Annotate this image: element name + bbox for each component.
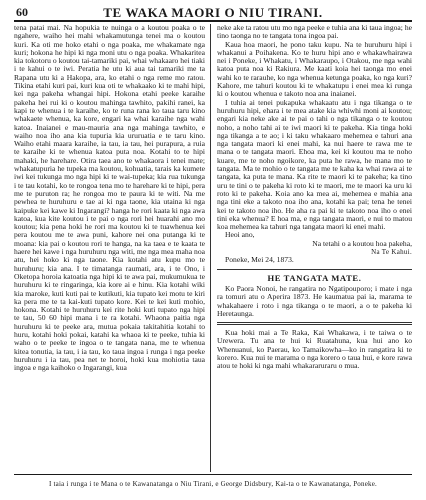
section-title: HE TANGATA MATE. (267, 272, 362, 283)
letter-signoff: Na tetahi o a koutou hoa pakeha, (312, 238, 412, 248)
death-notice: Ko Paora Nonoi, he rangatira no Ngatipouporo; i mate i nga ra tomuri atu o Aperira 1873. He kaumatua pai ia, marama te whakahaere i roto i nga tikanga o te maori, a o te pakeha ki Heretaunga. (217, 283, 412, 318)
masthead-title: TE WAKA MAORI O NIU TIRANI. (103, 5, 323, 20)
right-column (217, 24, 412, 472)
news-paragraph: Kua hoki mai a Te Raka, Kai Whakawa, i te taiwa o te Urewera. Tu ana te hui ki Ruatahuna, kua hui ano ko Whenuanui, ko Paerau, ko Tamaikowha—ko in rangatira ki te korero. Kua nui te marama o nga korero o taua hui, e kore rawa atou te hoki ki nga mahi whakararuraru o mua. (217, 328, 412, 371)
column-divider (210, 24, 211, 472)
body-paragraph: tena patai mai. Na hopukia te nuinga o a koutou poaka o te ngahere, waiho hei mahi whakamutunga tenei ma o koutou kuri. Ka oti me hoko etahi o nga poaka, me whakamate nga kuri; hokona he hipi ki nga moni utu o nga poaka. Whakaritea kia tokotoru o koutou tai-tamariki pai, whai whakaaro hei tiaki i te kahui o te iwi. Peratia he utu ki aua tai tamariki me ta Rapana utu ki a Hakopa, ara, ko etahi o nga reme mo ratou. Tikina etahi kuri pai, kuri kua oti te whakaako ki te mahi hipi, kei nga pakeha whangai hipi. Hokona etahi peeke karaihe pakeha hei rui ki o koutou mahinga tawhito, pakihi ranei, ka kapi te whenua i te karaihe, ko te runa rana ko taua taru kino whakaete whenua, ka kore, engari ka whai karaihe nga wahi katoa. Inaianei e mau-mauria ana nga mahinga tawhito, e waiho noa iho ana kia tupuria kia ururuatia e te taru kino. Waiho etahi maara karaihe, ia tau, ia tau, hei purapura, a ruia te karaihe ki te whenua katoa puta noa. Kotahi to te hipi mahaki, he harehare. Otira taea ano te whakaora i tenei mate; whakatupuria he tupeka ma koutou, kohuatia, tarais ka kumete iwi kei tukunga mo nga hipi ki te wai-tupeka; kia rua tukunga i te tau kotahi, ko te rongoa tena mo te harehare ki te hipi, pera me te puruton ra; he rongoa mo te paura ki te witi. Na me pewhea te huruhuru e tae ai ki nga taone, kia utaina ki nga kaipuke kei kawe ki Ingarangi? hanga he rori kaata ki nga awa katoa, kua kite koutou i te pai o nga rori hei huarahi ano mo koutou; kia pena hoki he rori ma koutou ki te tuawhenua kei pera koutou me te awa puni, kahore nei ona putanga ki te moana: kia pai o koutou rori te hanga, na ka taea e te kaata te haere hei kawe i nga huruhuru nga witi, me nga mea maha noa atu, hei hoko ki nga taone. Kia kotahi atu kupu mo te huruhuru; kia ana. I te timatanga raumati, ara, i te Ono, i Oketopa horoia katoatia nga hipi ki te awa pai, mukumukua te huruhuru ki te ringaringa, kia kore ai e hinu. Kia kotahi wiki kia maroke, kuti kuti pai te kutikuti, kia tupato kei motu te kiri ka pera me te ta kai-kuti tupato kore. Kei te kei kuti mohio, hokona. Kotahi te huruhuru kei rite hoki kuti tupato nga hipi te tau, 50 60 hipi mana i te ra kotahi. Whaona paitia nga huruhuru ki te peeke ara, mutua pokaia takitahitia kotahi to huru, kotahi hoki pokai, katahi ka whaoa ki te peeke, tuhia ki waho o te peeke te ingoa o te tangata nana, me te whenua kitea tonutia, ia tau, i ia tau, ko taua ingoa i runga i nga peeke huruhuru i ia tau, pea net te horoi, hoki kua mohiotia taua ingoa e nga kaihoko o Ingarangi, kua (14, 24, 205, 373)
body-paragraph: Kaua hoa maori, he pono taku kupu. Na te huruhuru hipi i whakanui a Poihakena. Ko te huru hipi ano e whakawhairawa nei i Poneke, i Whakatu, i Whakaraupo, i Otakou, me nga wahi katoa puta noa ki Rakiura. Me kaati koia hei taonga mo enei wahi ko te rarauhe, ko nga whenua ketunga poaka, ko nga kuri? Kahore, me tahuri koutou ki te whakatupu i enei mea ki runga ki o koutou whenua e takoto noa ana inaianei. (217, 39, 412, 99)
letter-closing: Heoi ano, (225, 230, 255, 240)
letter-signature: Na Te Kahui. (371, 248, 412, 257)
place-date-line: Poneke, Mei 24, 1873. (225, 255, 294, 265)
page-number: 60 (16, 5, 28, 19)
body-paragraph: neke ake ta ratou utu mo nga peeke e tuhia ana ki taua ingoa; he tino taonga no te tangata tona ingoa pai. (217, 24, 412, 41)
left-column (14, 24, 205, 472)
section-rule-double (217, 322, 412, 325)
footer-rule (14, 474, 412, 475)
header-rule (14, 20, 412, 22)
body-paragraph: I tuhia ai tenei pukapuka whakaatu atu i nga tikanga o te huruhuru hipi, ehara i te mea atake kia whiwhi moni ai koutou; engari kia neke ake ai te pai o tahi o nga tikanga o te koutou noho, a noho tahi ai te iwi maori ki te pakeha. Kia tinga hoki nga tikanga a te ao; i ki taku whakaaro mehemea e tahuri ana nga tangata maori ki enei mahi, ka nui haere te rawa me te mana o te tangata maori. Ehoa ma, kei ki koutou ma te noho kuare, me te noho ngoikore, ka puta he rawa, he mana mo te tangata. Ma te mohio o te tangata me te kaha ka whai rawa ai te tangata, ka puta te mana. Ka rite te maori ki te pakeha; ka tino uru te tini o te pakeha ki roto ki te maori, me te maori ka uru ki roto ki te pakeha. Koia ano ka mea ai, mehemea e mahia ana nga tini eke a takoto noa iho ana, kotahi ka pai; tena he tenei kei te takoto noa iho. He aha ra pai ki te takoto noa iho o enei tini eka whenua? E hoa ma, e nga tangata maori, e nui to matou koa mehemea ka tahuri nga tangata maori ki enei mahi. (217, 97, 412, 232)
printer-imprint: I taia i runga i te Mana o te Kawanatanga o Niu Tirani, e George Didsbury, Kai-ta o te Kawanatanga, Poneke. (49, 480, 377, 488)
page-header (14, 4, 412, 20)
section-rule (217, 269, 412, 270)
